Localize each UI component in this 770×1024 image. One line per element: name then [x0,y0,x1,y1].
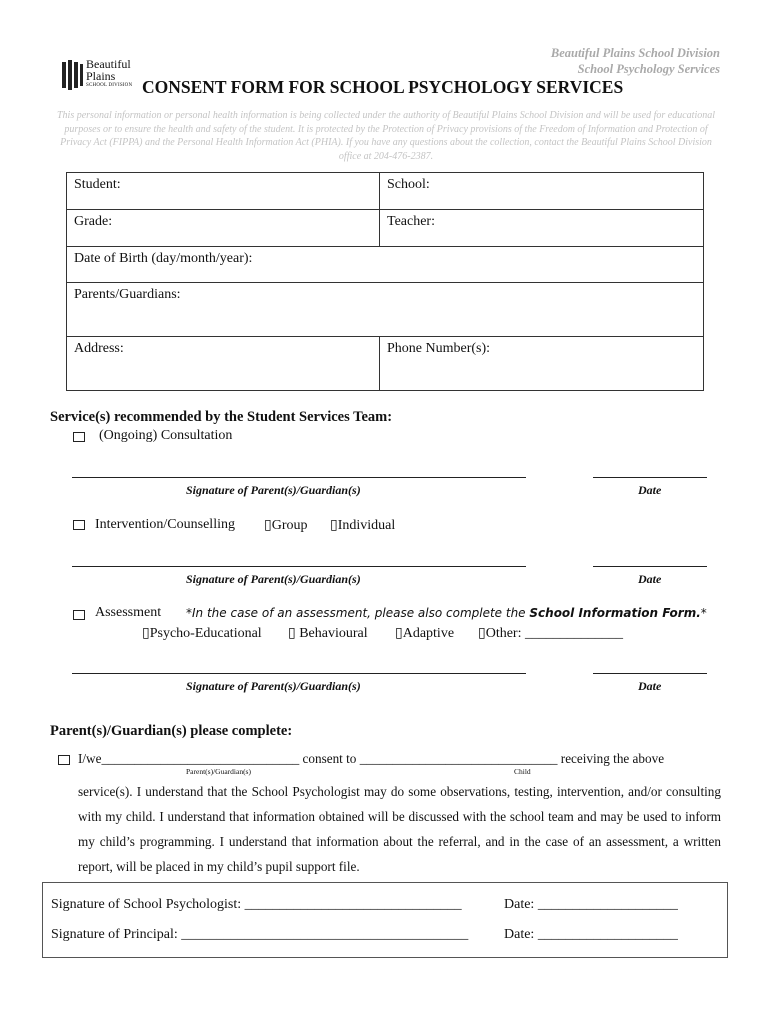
psychologist-date-field[interactable]: Date: ____________________ [504,897,678,912]
adaptive-option[interactable] [395,625,454,642]
services-heading: Service(s) recommended by the Student Services Team: [50,409,393,425]
logo-mark-icon [62,60,84,90]
dob-label: Date of Birth (day/month/year): [74,251,253,266]
consent-line [78,751,664,767]
logo-text-line3: SCHOOL DIVISION [86,83,133,88]
psycho-label: Psycho-Educational [149,626,262,641]
school-information-form-ref: School Information Form. [529,606,701,620]
other-checkbox-icon: ▯ [478,626,486,641]
assessment-label: Assessment [95,605,162,620]
assessment-note-end: * [700,606,707,620]
intervention-checkbox[interactable] [73,520,85,530]
intervention-label: Intervention/Counselling [95,517,235,532]
consultation-label: (Ongoing) Consultation [99,428,233,443]
assessment-checkbox[interactable] [73,610,85,620]
department-name: School Psychology Services [577,62,720,76]
privacy-notice: This personal information or personal health information is being collected under the authority of Beautiful Plains School Division and will be used for educational purposes or to ensure the health and safety of the student. It is protected by the Protection of Privacy provisions of the Freedom of Information and Protection of Privacy Act (FIPPA) and the Personal Health Information Act (PHIA). If you have any questions about the collection, contact the Beautiful Plains School Division office at 204-476-2387. [56,110,715,162]
assessment-date-caption: Date [638,679,662,693]
psycho-educational-option[interactable] [142,625,262,642]
signoff-box [42,882,728,958]
intervention-signature-line[interactable] [72,566,526,567]
school-field[interactable] [380,173,704,210]
consent-checkbox[interactable] [58,755,70,765]
parents-label: Parents/Guardians: [74,287,181,302]
assessment-note [186,606,707,620]
behavioural-label: Behavioural [299,626,368,641]
parent-name-blank[interactable]: ______________________________ [101,751,300,766]
parents-caption: Parent(s)/Guardian(s) [186,767,251,776]
behavioural-option[interactable] [288,625,368,642]
consultation-date-line[interactable] [593,477,707,478]
division-logo [62,58,142,94]
division-header [551,45,720,77]
grade-field[interactable] [67,210,380,247]
parents-field[interactable] [67,283,704,337]
child-name-blank[interactable]: ______________________________ [359,751,558,766]
assessment-signature-caption: Signature of Parent(s)/Guardian(s) [186,679,361,693]
division-name: Beautiful Plains School Division [550,46,720,60]
school-label: School: [387,177,430,192]
consultation-signature-caption: Signature of Parent(s)/Guardian(s) [186,483,361,497]
consultation-checkbox[interactable] [73,432,85,442]
consultation-date-caption: Date [638,483,662,497]
dob-field[interactable] [67,247,704,283]
assessment-date-line[interactable] [593,673,707,674]
logo-text-line2: Plains [86,69,116,83]
behavioural-checkbox-icon: ▯ [288,626,300,641]
consent-to-label: consent to [302,751,357,766]
iwe-label: I/we [78,751,102,766]
group-label: Group [271,518,308,533]
consent-heading: Parent(s)/Guardian(s) please complete: [50,723,293,739]
group-checkbox-icon: ▯ [264,518,272,533]
student-info-table [66,172,704,391]
principal-signature-field[interactable]: Signature of Principal: _________________________________________ [51,927,469,942]
teacher-field[interactable] [380,210,704,247]
principal-date-field[interactable]: Date: ____________________ [504,927,678,942]
individual-option[interactable] [330,517,395,534]
teacher-label: Teacher: [387,214,435,229]
adaptive-checkbox-icon: ▯ [395,626,403,641]
child-caption: Child [514,767,531,776]
grade-label: Grade: [74,214,113,229]
assessment-signature-line[interactable] [72,673,526,674]
adaptive-label: Adaptive [402,626,455,641]
intervention-signature-caption: Signature of Parent(s)/Guardian(s) [186,572,361,586]
logo-text-line1: Beautiful [86,57,131,71]
psycho-checkbox-icon: ▯ [142,626,150,641]
student-field[interactable] [67,173,380,210]
intervention-date-caption: Date [638,572,662,586]
assessment-note-text: *In the case of an assessment, please also complete the [186,606,530,620]
other-option[interactable] [478,625,623,642]
receiving-label: receiving the above [560,751,665,766]
group-option[interactable] [264,517,308,534]
student-label: Student: [74,177,121,192]
intervention-date-line[interactable] [593,566,707,567]
psychologist-signature-field[interactable]: Signature of School Psychologist: _______________________________ [51,897,462,912]
phone-field[interactable] [380,337,704,391]
form-title: CONSENT FORM FOR SCHOOL PSYCHOLOGY SERVICES [142,77,624,97]
phone-label: Phone Number(s): [387,341,491,356]
address-label: Address: [74,341,124,356]
address-field[interactable] [67,337,380,391]
consultation-signature-line[interactable] [72,477,526,478]
individual-label: Individual [337,518,396,533]
consent-paragraph: service(s). I understand that the School Psychologist may do some observations, testing, intervention, and/or consulting with my child. I understand that information obtained will be discussed with the school team and may be used to inform my child’s programming. I understand that information about the referral, and in the case of an assessment, a written report, will be placed in my child’s pupil support file. [78,784,721,874]
other-label: Other: ______________ [485,626,623,641]
individual-checkbox-icon: ▯ [330,518,338,533]
